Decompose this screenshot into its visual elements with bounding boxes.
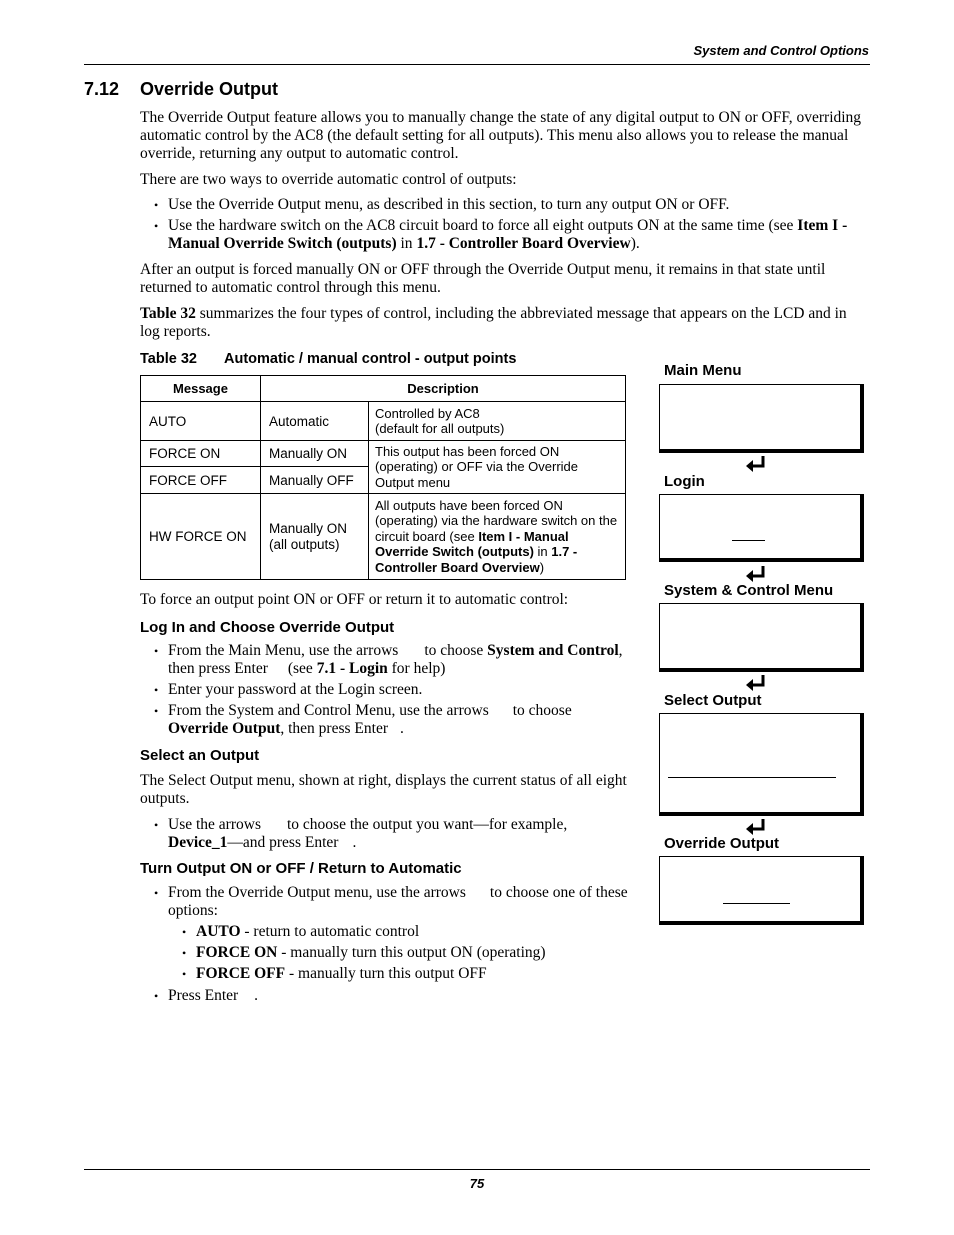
running-header: System and Control Options bbox=[693, 43, 869, 58]
intro-bullet-2: • Use the hardware switch on the AC8 circuit board to force all eight outputs ON at the same time (see Item I - Manual Override Switch (outputs) in 1.7 - Controller Board Overview). bbox=[154, 217, 848, 252]
table-row bbox=[141, 402, 626, 441]
lcd-password-underline bbox=[732, 540, 765, 541]
login-bullet-1: • From the Main Menu, use the arrows to choose System and Control, then press Enter (see 7.1 - Login for help) bbox=[154, 642, 623, 677]
section-title-text: Override Output bbox=[140, 79, 279, 99]
lcd-screen-override-output bbox=[659, 856, 864, 925]
enter-return-icon bbox=[745, 674, 767, 692]
table-cell-message: FORCE OFF bbox=[141, 467, 261, 494]
table-header-description: Description bbox=[261, 376, 626, 402]
select-output-bullet: • Use the arrows to choose the output you want—for example, Device_1—and press Enter . bbox=[154, 816, 568, 851]
enter-return-icon bbox=[745, 455, 767, 473]
select-output-paragraph: The Select Output menu, shown at right, displays the current status of all eight outputs. bbox=[140, 772, 627, 807]
lcd-label-login: Login bbox=[664, 473, 705, 490]
enter-return-icon bbox=[745, 565, 767, 583]
turn-output-bullet-1: • From the Override Output menu, use the arrows to choose one of these options: bbox=[154, 884, 628, 919]
intro-paragraph-2: There are two ways to override automatic control of outputs: bbox=[140, 171, 517, 188]
lcd-label-system-control-menu: System & Control Menu bbox=[664, 582, 834, 599]
table-row bbox=[141, 441, 626, 467]
intro-paragraph-4: Table 32 summarizes the four types of control, including the abbreviated message that appears on the LCD and in log reports. bbox=[140, 305, 847, 340]
turn-output-subbullet-force-off: • FORCE OFF - manually turn this output OFF bbox=[182, 965, 487, 982]
turn-output-subbullet-force-on: • FORCE ON - manually turn this output ON (operating) bbox=[182, 944, 546, 961]
section-number: 7.12 bbox=[84, 79, 120, 99]
login-bullet-2: • Enter your password at the Login screen. bbox=[154, 681, 423, 698]
after-table-text: To force an output point ON or OFF or return it to automatic control: bbox=[140, 591, 569, 608]
table-cell-mode: Manually ON bbox=[261, 441, 369, 467]
control-types-table bbox=[140, 375, 626, 580]
intro-bullet-1: • Use the Override Output menu, as described in this section, to turn any output ON or OFF. bbox=[154, 196, 730, 213]
subheading-turn-output: Turn Output ON or OFF / Return to Automatic bbox=[140, 860, 462, 877]
table-cell-description: All outputs have been forced ON (operating) via the hardware switch on the circuit board (see Item I - Manual Override Switch (outputs) in 1.7 - Controller Board Overview) bbox=[369, 494, 626, 580]
lcd-label-select-output: Select Output bbox=[664, 692, 762, 709]
lcd-option-underline bbox=[723, 903, 790, 904]
lcd-screen-select-output bbox=[659, 713, 864, 816]
lcd-selection-underline bbox=[668, 777, 836, 778]
lcd-label-main-menu: Main Menu bbox=[664, 362, 742, 379]
lcd-screen-login bbox=[659, 494, 864, 562]
table-header-row bbox=[141, 376, 626, 402]
enter-return-icon bbox=[745, 818, 767, 836]
header-rule bbox=[84, 64, 870, 65]
table-row bbox=[141, 494, 626, 580]
section-title bbox=[84, 79, 278, 100]
lcd-screen-system-control-menu bbox=[659, 603, 864, 672]
intro-paragraph-3: After an output is forced manually ON or OFF through the Override Output menu, it remains in that state until returned to automatic control through this menu. bbox=[140, 261, 826, 296]
intro-paragraph-1: The Override Output feature allows you to manually change the state of any digital output to ON or OFF, overriding automatic control by the AC8 (the default setting for all outputs). This menu also allows you to release the manual override, returning any output to automatic control. bbox=[140, 109, 862, 162]
lcd-screen-main-menu bbox=[659, 384, 864, 453]
table-cell-message: FORCE ON bbox=[141, 441, 261, 467]
table-cell-message: HW FORCE ON bbox=[141, 494, 261, 580]
turn-output-bullet-2: • Press Enter . bbox=[154, 987, 259, 1004]
subheading-select-output: Select an Output bbox=[140, 747, 260, 764]
turn-output-subbullet-auto: • AUTO - return to automatic control bbox=[182, 923, 420, 940]
footer-rule bbox=[84, 1169, 870, 1170]
page-number: 75 bbox=[469, 1176, 485, 1191]
table-cell-description: This output has been forced ON (operating) or OFF via the Override Output menu bbox=[369, 441, 626, 494]
table-cell-mode: Manually OFF bbox=[261, 467, 369, 494]
login-bullet-3: • From the System and Control Menu, use the arrows to choose Override Output, then press Enter . bbox=[154, 702, 572, 737]
table-cell-mode: Manually ON (all outputs) bbox=[261, 494, 369, 580]
table-header-message: Message bbox=[141, 376, 261, 402]
subheading-login: Log In and Choose Override Output bbox=[140, 619, 395, 636]
table-cell-description: Controlled by AC8 (default for all outputs) bbox=[369, 402, 626, 441]
table-cell-mode: Automatic bbox=[261, 402, 369, 441]
table-cell-message: AUTO bbox=[141, 402, 261, 441]
lcd-label-override-output: Override Output bbox=[664, 835, 780, 852]
table-caption: Table 32 Automatic / manual control - output points bbox=[140, 351, 517, 367]
